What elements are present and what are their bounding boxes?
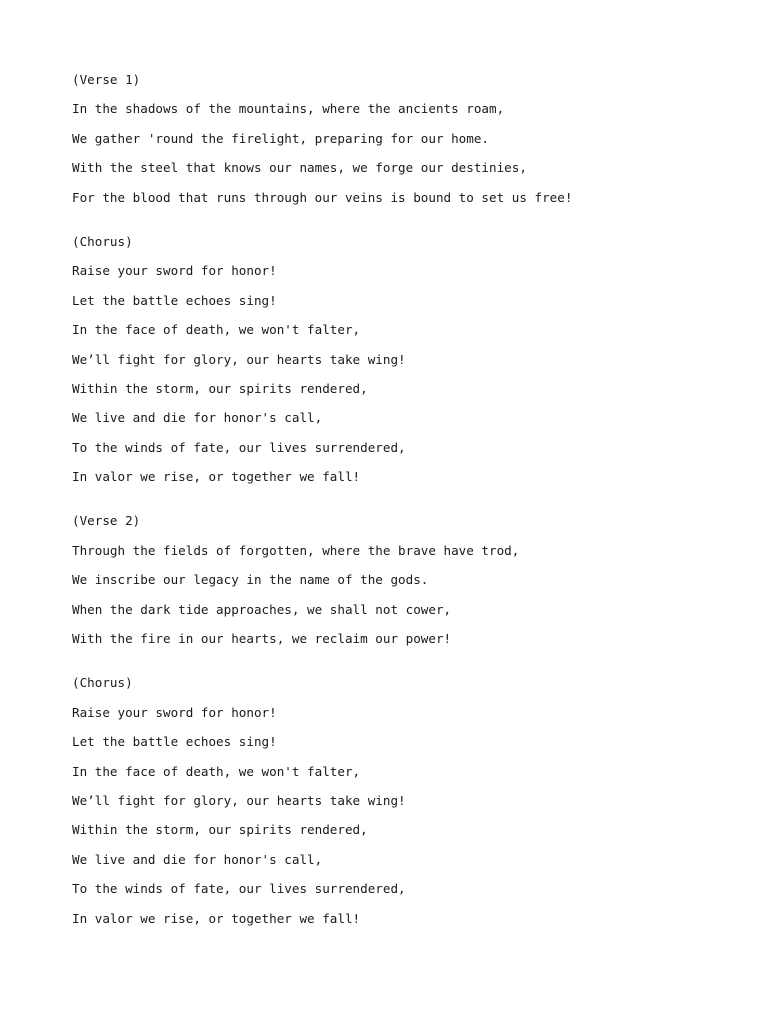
lyric-line: In valor we rise, or together we fall! <box>72 469 361 485</box>
lyric-line: Let the battle echoes sing! <box>72 734 277 750</box>
lyric-line: We live and die for honor's call, <box>72 410 323 426</box>
lyrics-document <box>72 70 732 953</box>
lyric-line: With the fire in our hearts, we reclaim our power! <box>72 631 452 647</box>
lyric-line: To the winds of fate, our lives surrendered, <box>72 439 406 455</box>
lyric-line: For the blood that runs through our veins is bound to set us free! <box>72 189 573 205</box>
verse-1-section <box>72 70 732 217</box>
lyric-line: We gather 'round the firelight, preparing for our home. <box>72 130 490 146</box>
lyric-line: When the dark tide approaches, we shall not cower, <box>72 601 452 617</box>
section-heading: (Chorus) <box>72 233 133 249</box>
section-heading: (Verse 2) <box>72 513 141 529</box>
lyric-line: To the winds of fate, our lives surrendered, <box>72 881 406 897</box>
lyric-line: We’ll fight for glory, our hearts take wing! <box>72 351 406 367</box>
lyric-line: Within the storm, our spirits rendered, <box>72 822 368 838</box>
lyric-line: In valor we rise, or together we fall! <box>72 910 361 926</box>
section-heading: (Chorus) <box>72 675 133 691</box>
lyric-line: Through the fields of forgotten, where the brave have trod, <box>72 542 520 558</box>
lyric-line: In the face of death, we won't falter, <box>72 763 361 779</box>
lyric-line: Raise your sword for honor! <box>72 704 277 720</box>
verse-2-section <box>72 511 732 658</box>
chorus-1-section <box>72 232 732 497</box>
lyric-line: In the face of death, we won't falter, <box>72 322 361 338</box>
lyric-line: We inscribe our legacy in the name of the gods. <box>72 572 429 588</box>
chorus-2-section <box>72 673 732 938</box>
lyric-line: We’ll fight for glory, our hearts take wing! <box>72 792 406 808</box>
lyric-line: Within the storm, our spirits rendered, <box>72 380 368 396</box>
lyric-line: We live and die for honor's call, <box>72 851 323 867</box>
lyric-line: Raise your sword for honor! <box>72 263 277 279</box>
lyric-line: Let the battle echoes sing! <box>72 292 277 308</box>
lyric-line: With the steel that knows our names, we forge our destinies, <box>72 160 527 176</box>
lyric-line: In the shadows of the mountains, where the ancients roam, <box>72 101 505 117</box>
section-heading: (Verse 1) <box>72 72 141 87</box>
